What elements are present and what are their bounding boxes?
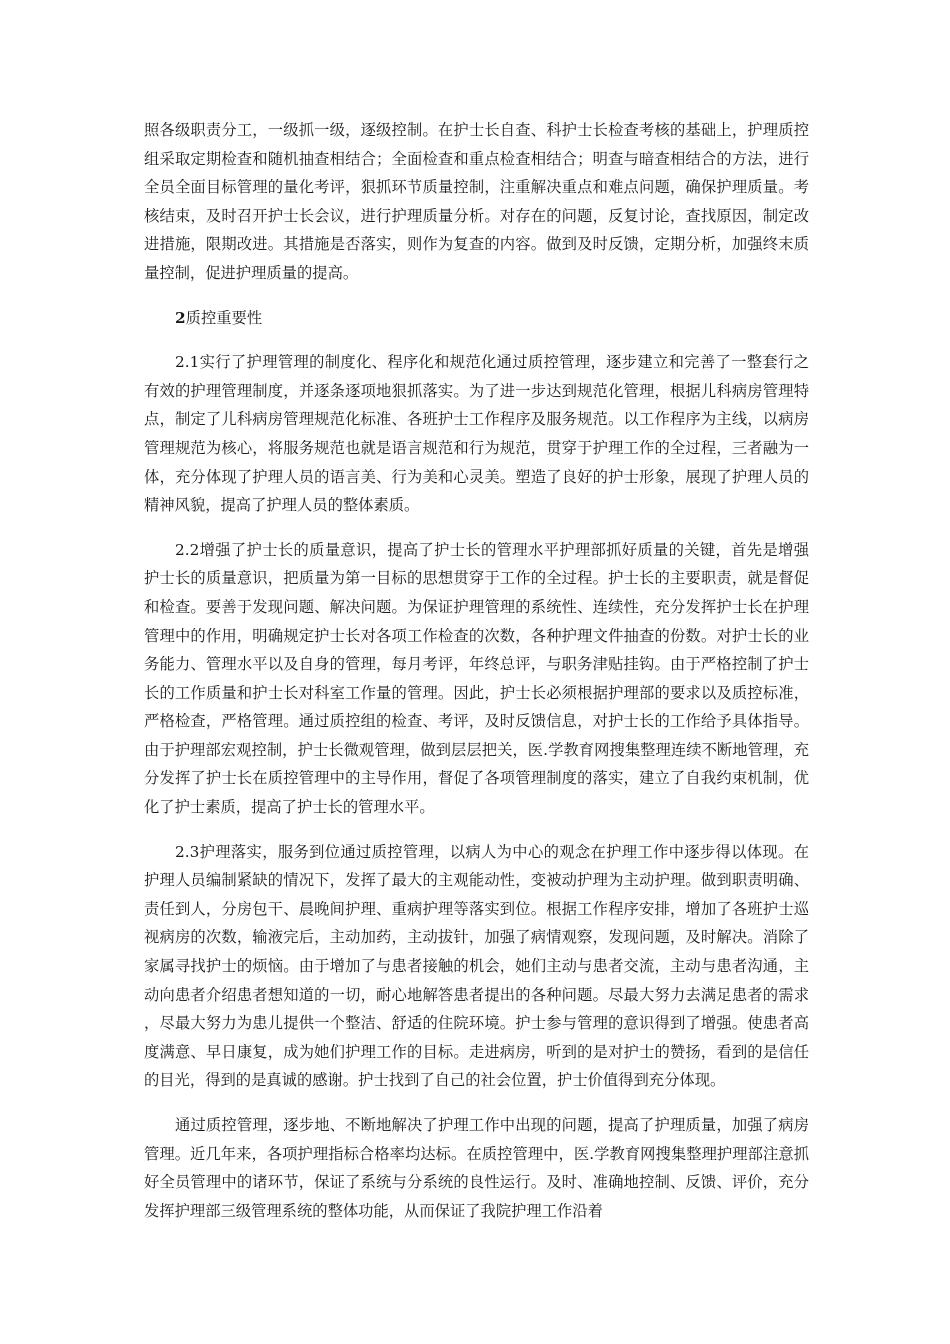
section-number: 2 <box>175 308 186 327</box>
paragraph-2-2: 2.2增强了护士长的质量意识，提高了护士长的管理水平护理部抓好质量的关键，首先是增强护士长的质量意识，把质量为第一目标的思想贯穿于工作的全过程。护士长的主要职责，就是督促和检查。要善于发现问题、解决问题。为保证护理管理的系统性、连续性，充分发挥护士长在护理管理中的作用，明确规定护士长对各项工作检查的次数，各种护理文件抽查的份数。对护士长的业务能力、管理水平以及自身的管理，每月考评，年终总评，与职务津贴挂钩。由于严格控制了护士长的工作质量和护士长对科室工作量的管理。因此，护士长必须根据护理部的要求以及质控标准，严格检查，严格管理。通过质控组的检查、考评，及时反馈信息，对护士长的工作给予具体指导。由于护理部宏观控制，护士长微观管理，做到层层把关，医.学教育网搜集整理连续不断地管理，充分发挥了护士长在质控管理中的主导作用，督促了各项管理制度的落实，建立了自我约束机制，优化了护士素质，提高了护士长的管理水平。 <box>144 540 809 817</box>
paragraph-conclusion: 通过质控管理，逐步地、不断地解决了护理工作中出现的问题，提高了护理质量，加强了病房管理。近几年来，各项护理指标合格率均达标。在质控管理中，医.学教育网搜集整理护理部注意抓好全员管理中的诸环节，保证了系统与分系统的良性运行。及时、准确地控制、反馈、评价，充分发挥护理部三级管理系统的整体功能，从而保证了我院护理工作沿着 <box>144 1116 809 1220</box>
paragraph-2-3: 2.3护理落实，服务到位通过质控管理，以病人为中心的观念在护理工作中逐步得以体现。在护理人员编制紧缺的情况下，发挥了最大的主观能动性，变被动护理为主动护理。做到职责明确、责任到人，分房包干、晨晚间护理、重病护理等落实到位。根据工作程序安排，增加了各班护士巡视病房的次数，输液完后，主动加药，主动拔针，加强了病情观察，发现问题，及时解决。消除了家属寻找护士的烦恼。由于增加了与患者接触的机会，她们主动与患者交流，主动与患者沟通，主动向患者介绍患者想知道的一切，耐心地解答患者提出的各种问题。尽最大努力去满足患者的需求，尽最大努力为患儿提供一个整洁、舒适的住院环境。护士参与管理的意识得到了增强。使患者高度满意、早日康复，成为她们护理工作的目标。走进病房，听到的是对护士的赞扬，看到的是信任的目光，得到的是真诚的感谢。护士找到了自己的社会位置，护士价值得到充分体现。 <box>144 842 809 1090</box>
document-page <box>144 116 809 1241</box>
section-heading <box>144 304 809 333</box>
paragraph-intro: 照各级职责分工，一级抓一级，逐级控制。在护士长自查、科护士长检查考核的基础上，护理质控组采取定期检查和随机抽查相结合；全面检查和重点检查相结合；明查与暗查相结合的方法，进行全员全面目标管理的量化考评，狠抓环节质量控制，注重解决重点和难点问题，确保护理质量。考核结束，及时召开护士长会议，进行护理质量分析。对存在的问题，反复讨论，查找原因，制定改进措施，限期改进。其措施是否落实，则作为复查的内容。做到及时反馈，定期分析，加强终末质量控制，促进护理质量的提高。 <box>144 121 809 282</box>
paragraph-2-1: 2.1实行了护理管理的制度化、程序化和规范化通过质控管理，逐步建立和完善了一整套行之有效的护理管理制度，并逐条逐项地狠抓落实。为了进一步达到规范化管理，根据儿科病房管理特点，制定了儿科病房管理规范化标准、各班护士工作程序及服务规范。以工作程序为主线，以病房管理规范为核心，将服务规范也就是语言规范和行为规范，贯穿于护理工作的全过程，三者融为一体，充分体现了护理人员的语言美、行为美和心灵美。塑造了良好的护士形象，展现了护理人员的精神风貌，提高了护理人员的整体素质。 <box>144 353 809 515</box>
section-title: 质控重要性 <box>185 308 263 327</box>
